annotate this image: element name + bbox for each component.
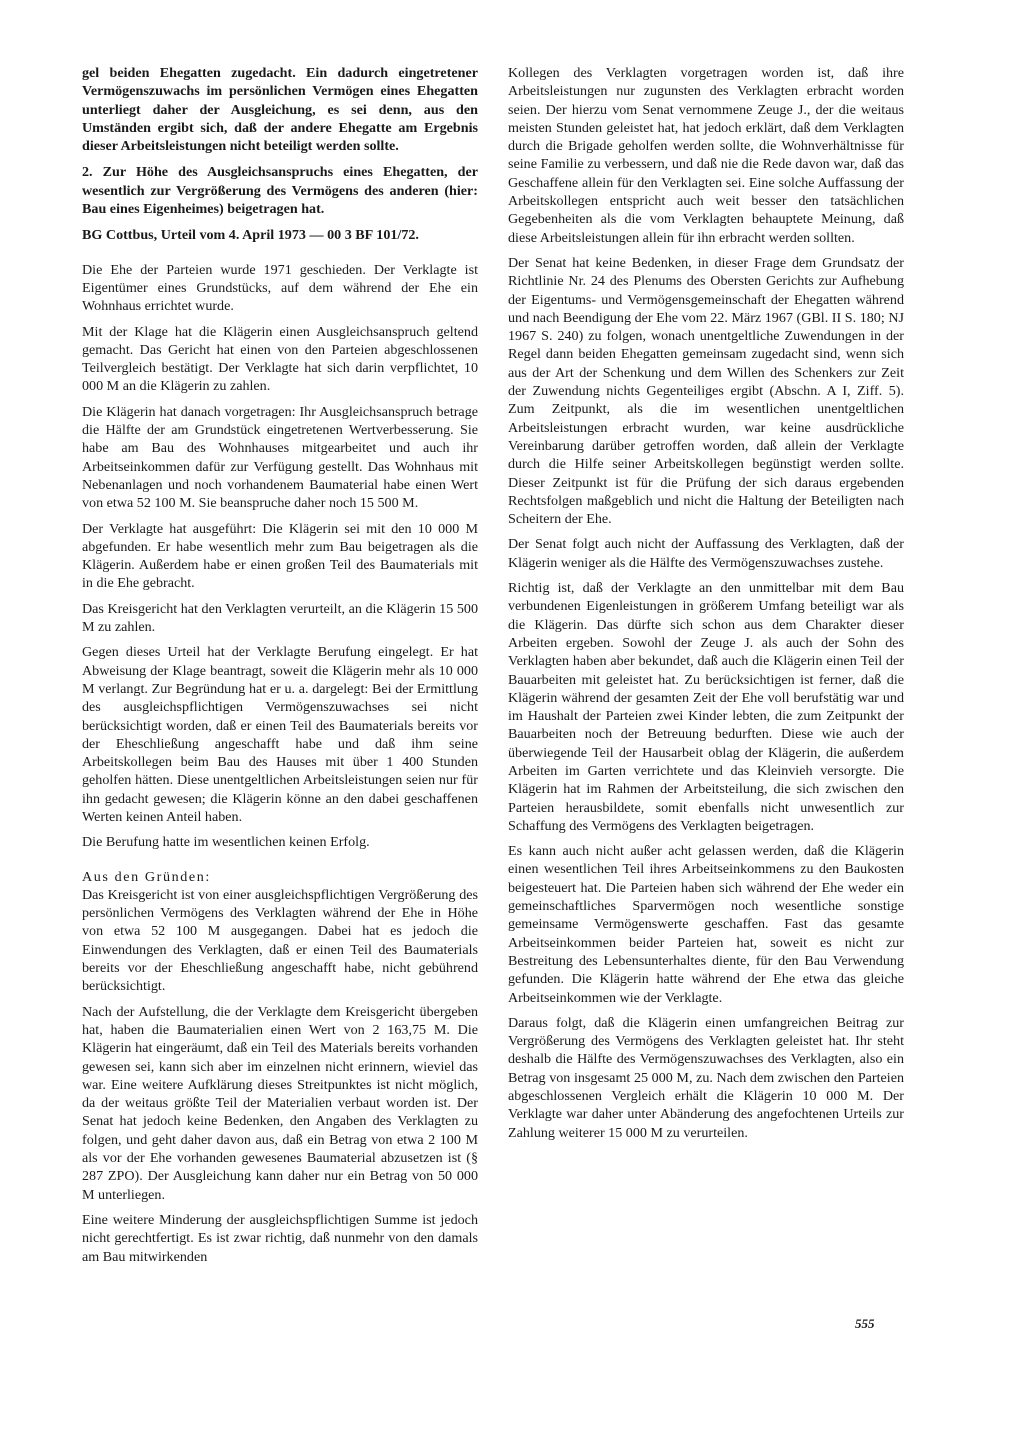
right-column [508, 64, 904, 1149]
facts-paragraph: Mit der Klage hat die Klägerin einen Ausgleichsanspruch geltend gemacht. Das Gericht hat einen von den Parteien abgeschlossenen Teilvergleich bestätigt. Der Verklagte hat sich darin verpflichtet, 10 000 M an die Klägerin zu zahlen. [82, 323, 478, 395]
reasons-paragraph: Der Senat hat keine Bedenken, in dieser Frage dem Grundsatz der Richtlinie Nr. 24 des Plenums des Obersten Gerichts zur Aufhebung der Eigentums- und Vermögensgemeinschaft der Ehegatten während und nach Beendigung der Ehe vom 22. März 1967 (GBl. II S. 180; NJ 1967 S. 240) zu folgen, wonach unentgeltliche Zuwendungen in der Regel dann beiden Ehegatten gemeinsam zugedacht sind, wenn sich aus der Art der Schenkung und dem Willen des Schenkers zur Zeit der Zuwendung nichts Gegenteiliges ergibt (Abschn. A I, Ziff. 5). Zum Zeitpunkt, als die im wesentlichen unentgeltlichen Arbeitsleistungen erbracht wurden, war keine ausdrückliche Vereinbarung darüber getroffen worden, daß allein der Verklagte durch die Hilfe seiner Arbeitskollegen begünstigt werden sollte. Dieser Zeitpunkt ist für die Prüfung der sich daraus ergebenden Rechtsfolgen maßgeblich und nicht die Haltung der Beteiligten nach Scheitern der Ehe. [508, 254, 904, 528]
reasons-heading: Aus den Gründen: [82, 868, 211, 885]
headnote-paragraph-1: gel beiden Ehegatten zugedacht. Ein dadurch eingetretener Vermögenszuwachs im persönlichen Vermögen eines Ehegatten unterliegt daher der Ausgleichung, es sei denn, aus den Umständen ergibt sich, daß der andere Ehegatte am Ergebnis dieser Arbeitsleistungen nicht beteiligt werden sollte. [82, 65, 478, 155]
reasons-paragraph: Das Kreisgericht ist von einer ausgleichspflichtigen Vergrößerung des persönlichen Vermögens des Verklagten während der Ehe in Höhe von etwa 52 100 M ausgegangen. Dabei hat es jedoch die Einwendungen des Verklagten, daß er einen Teil des Baumaterials bereits vor der Eheschließung angeschafft habe, nicht gebührend berücksichtigt. [82, 886, 478, 995]
reasons-paragraph: Richtig ist, daß der Verklagte an den unmittelbar mit dem Bau verbundenen Eigenleistungen in größerem Umfang beteiligt war als die Klägerin. Das dürfte sich schon aus dem Charakter dieser Arbeiten ergeben. Sowohl der Zeuge J. als auch der Sohn des Verklagten haben aber bekundet, daß auch die Klägerin einen Teil der Bauarbeiten mit geleistet hat. Zu berücksichtigen ist ferner, daß die Klägerin während der gesamten Zeit der Ehe voll berufstätig war und im Haushalt der Parteien zwei Kinder lebten, die zum Zeitpunkt der Bauarbeiten noch der Betreuung bedurften. Diese wie auch der überwiegende Teil der Hausarbeit oblag der Klägerin, die außerdem Arbeiten im Garten verrichtete und das Kleinvieh versorgte. Die Klägerin hat im Rahmen der Arbeitsteilung, die sich zwischen den Parteien herausbildete, somit ebenfalls nicht unwesentlich zur Schaffung des Vermögens des Verklagten beigetragen. [508, 580, 904, 834]
facts-paragraph: Die Ehe der Parteien wurde 1971 geschieden. Der Verklagte ist Eigentümer eines Grundstücks, auf dem während der Ehe ein Wohnhaus errichtet wurde. [82, 261, 478, 315]
decision-citation: BG Cottbus, Urteil vom 4. April 1973 — 00 3 BF 101/72. [82, 227, 419, 244]
reasons-paragraph: Daraus folgt, daß die Klägerin einen umfangreichen Beitrag zur Vergrößerung des Vermögens des Verklagten geleistet hat. Ihr steht deshalb die Hälfte des Vermögenszuwachses des Verklagten, also ein Betrag von insgesamt 25 000 M, zu. Nach dem zwischen den Parteien abgeschlossenen Vergleich erhält die Klägerin 10 000 M. Der Verklagte war daher unter Abänderung des angefochtenen Urteils zur Zahlung weiterer 15 000 M zu verurteilen. [508, 1014, 904, 1141]
facts-paragraph: Gegen dieses Urteil hat der Verklagte Berufung eingelegt. Er hat Abweisung der Klage beantragt, soweit die Klägerin mehr als 10 000 M verlangt. Zur Begründung hat er u. a. dargelegt: Bei der Ermittlung des ausgleichspflichtigen Vermögenszuwachses sei nicht berücksichtigt worden, daß er einen Teil des Baumaterials bereits vor der Eheschließung angeschafft habe und daß ihm seine Arbeitskollegen beim Bau des Hauses mit über 1 400 Stunden geholfen hätten. Diese unentgeltlichen Arbeitsleistungen seien nur für ihn gedacht gewesen; die Klägerin könne an den dabei geschaffenen Werten keinen Anteil haben. [82, 644, 478, 825]
reasons-paragraph: Nach der Aufstellung, die der Verklagte dem Kreisgericht übergeben hat, haben die Baumaterialien einen Wert von 2 163,75 M. Die Klägerin hat eingeräumt, daß ein Teil des Materials bereits vorhanden gewesen sei, kann sich aber im einzelnen nicht erinnern, wieviel das war. Eine weitere Aufklärung dieses Streitpunktes ist nicht möglich, da der weitaus größte Teil der Materialien verbaut worden ist. Der Senat hat jedoch keine Bedenken, den Angaben des Verklagten zu folgen, und geht daher davon aus, daß ein Betrag von etwa 2 100 M als vor der Ehe vorhanden gewesenes Baumaterial abzusetzen ist (§ 287 ZPO). Der Ausgleichung kann daher nur ein Betrag von 50 000 M unterliegen. [82, 1003, 478, 1203]
reasons-paragraph: Der Senat folgt auch nicht der Auffassung des Verklagten, daß der Klägerin weniger als die Hälfte des Vermögenszuwachses zustehe. [508, 536, 904, 571]
reasons-paragraph: Kollegen des Verklagten vorgetragen worden ist, daß ihre Arbeitsleistungen nur zugunsten des Verklagten erbracht worden seien. Der hierzu vom Senat vernommene Zeuge J., der die weitaus meisten Stunden geleistet hat, hat jedoch erklärt, daß dem Verklagten durch die Brigade geholfen werden sollte, die Wohnverhältnisse für seine Familie zu verbessern, und daß nie die Rede davon war, daß das Geschaffene allein für den Verklagten sei. Eine solche Auffassung der Arbeitskollegen entspricht auch weit besser den tatsächlichen Gegebenheiten als die vom Verklagten behauptete Meinung, daß diese Arbeitsleistungen allein für ihn erbracht werden sollten. [508, 65, 904, 246]
spacer [82, 245, 478, 261]
facts-paragraph: Das Kreisgericht hat den Verklagten verurteilt, an die Klägerin 15 500 M zu zahlen. [82, 600, 478, 636]
reasons-paragraph: Eine weitere Minderung der ausgleichspflichtigen Summe ist jedoch nicht gerechtfertigt. Es ist zwar richtig, daß nunmehr von den damals am Bau mitwirkenden [82, 1211, 478, 1265]
page-number: 555 [855, 1316, 875, 1331]
facts-paragraph: Die Berufung hatte im wesentlichen keinen Erfolg. [82, 834, 370, 851]
facts-paragraph: Die Klägerin hat danach vorgetragen: Ihr Ausgleichsanspruch betrage die Hälfte der am Grundstück eingetretenen Wertverbesserung. Sie habe am Bau des Wohnhauses mitgearbeitet und auch ihr Arbeitseinkommen dafür zur Verfügung gestellt. Das Wohnhaus mit Nebenanlagen und noch vorhandenem Baumaterial habe einen Wert von etwa 52 100 M. Sie beanspruche daher noch 15 500 M. [82, 403, 478, 512]
headnote-paragraph-2: 2. Zur Höhe des Ausgleichsanspruchs eines Ehegatten, der wesentlich zur Vergrößerung des Vermögens des anderen (hier: Bau eines Eigenheimes) beigetragen hat. [82, 164, 478, 218]
facts-paragraph: Der Verklagte hat ausgeführt: Die Klägerin sei mit den 10 000 M abgefunden. Er habe wesentlich mehr zum Bau beigetragen als die Klägerin. Außerdem habe er einen großen Teil des Baumaterials mit in die Ehe gebracht. [82, 520, 478, 592]
reasons-paragraph: Es kann auch nicht außer acht gelassen werden, daß die Klägerin einen wesentlichen Teil ihres Arbeitseinkommens zu den Baukosten beigesteuert hat. Die Parteien haben sich während der Ehe weder ein gemeinschaftliches Sparvermögen noch wesentliche sonstige gemeinsame Vermögenswerte geschaffen. Fast das gesamte Arbeitseinkommen beider Parteien hat, soweit es nicht zur Bestreitung des Lebensunterhaltes diente, für den Bau Verwendung gefunden. Die Klägerin hatte während der Ehe etwa das gleiche Arbeitseinkommen wie der Verklagte. [508, 843, 904, 1006]
left-column [82, 64, 478, 1273]
